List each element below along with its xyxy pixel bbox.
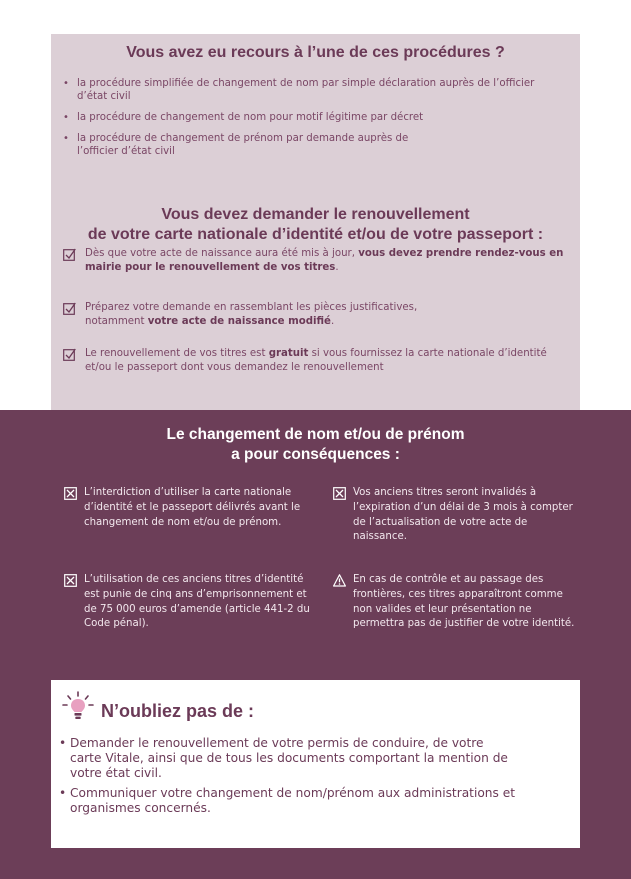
list-item: • la procédure de changement de prénom par demande auprès de l’officier d’état civil (63, 132, 443, 158)
renewal-item-emphasis: votre acte de naissance modifié (147, 316, 331, 327)
consequence-item (64, 573, 314, 632)
list-item: • Demander le renouvellement de votre permis de conduire, de votre carte Vitale, ainsi que de tous les documents comportant la mention de votre état civil. (59, 736, 509, 781)
reminder-title: N’oubliez pas de : (101, 701, 255, 721)
consequence-text: L’utilisation de ces anciens titres d’identité est punie de cinq ans d’emprisonnement et de 75 000 euros d’amende (article 441-2 du Code pénal). (84, 574, 310, 630)
renewal-item-text: Préparez votre demande en rassemblant les pièces justificatives, notamment (85, 302, 418, 327)
list-item: • Communiquer votre changement de nom/prénom aux administrations et organismes concernés. (59, 786, 574, 816)
consequence-text: Vos anciens titres seront invalidés à l’expiration d’un délai de 3 mois à compter de l’actualisation de votre acte de naissance. (353, 487, 573, 543)
procedures-title: Vous avez eu recours à l’une de ces procédures ? (126, 44, 505, 61)
renewal-item (63, 347, 568, 375)
renewal-item (63, 301, 463, 329)
reminder-list (59, 736, 574, 821)
renewal-item-emphasis: gratuit (268, 348, 309, 359)
renewal-title-line: de votre carte nationale d’identité et/ou de votre passeport : (87, 226, 544, 243)
procedures-panel (51, 34, 580, 412)
consequence-text: L’interdiction d’utiliser la carte nationale d’identité et le passeport délivrés avant le changement de nom et/ou de prénom. (84, 487, 301, 528)
checkbox-cross-icon (333, 487, 346, 500)
renewal-item (63, 247, 568, 275)
renewal-item-text: Le renouvellement de vos titres est (85, 348, 269, 359)
list-item: • la procédure simplifiée de changement de nom par simple déclaration auprès de l’officier d’état civil (63, 77, 543, 103)
checkbox-cross-icon (64, 574, 77, 587)
renewal-item-text: Dès que votre acte de naissance aura été mis à jour, (85, 248, 359, 259)
renewal-item-text: si vous fournissez la carte nationale d’identité et/ou le passeport dont vous demandez le renouvellement (85, 348, 547, 373)
renewal-title-line: Vous devez demander le renouvellement (161, 206, 470, 223)
consequence-text: En cas de contrôle et au passage des frontières, ces titres apparaîtront comme non valides et leur présentation ne permettra pas de justifier de votre identité. (353, 574, 575, 630)
consequences-section (0, 410, 631, 879)
renewal-title (51, 205, 580, 245)
consequence-item (64, 486, 314, 530)
renewal-item-text: . (335, 262, 339, 273)
consequences-title-line: a pour conséquences : (231, 446, 400, 463)
renewal-item-emphasis: vous devez prendre rendez-vous en mairie pour le renouvellement de vos titres (85, 248, 564, 273)
checkbox-checked-icon (63, 248, 76, 261)
consequences-title-line: Le changement de nom et/ou de prénom (166, 426, 465, 443)
reminder-box (51, 680, 580, 848)
list-item: • la procédure de changement de nom pour motif légitime par décret (63, 111, 568, 124)
warning-triangle-icon (333, 574, 346, 587)
consequence-item (333, 486, 583, 545)
checkbox-checked-icon (63, 302, 76, 315)
checkbox-checked-icon (63, 348, 76, 361)
lightbulb-icon (61, 690, 95, 724)
consequences-title (0, 425, 631, 465)
procedures-list (63, 77, 568, 166)
checkbox-cross-icon (64, 487, 77, 500)
renewal-item-text: . (330, 316, 335, 327)
consequence-item (333, 573, 583, 632)
